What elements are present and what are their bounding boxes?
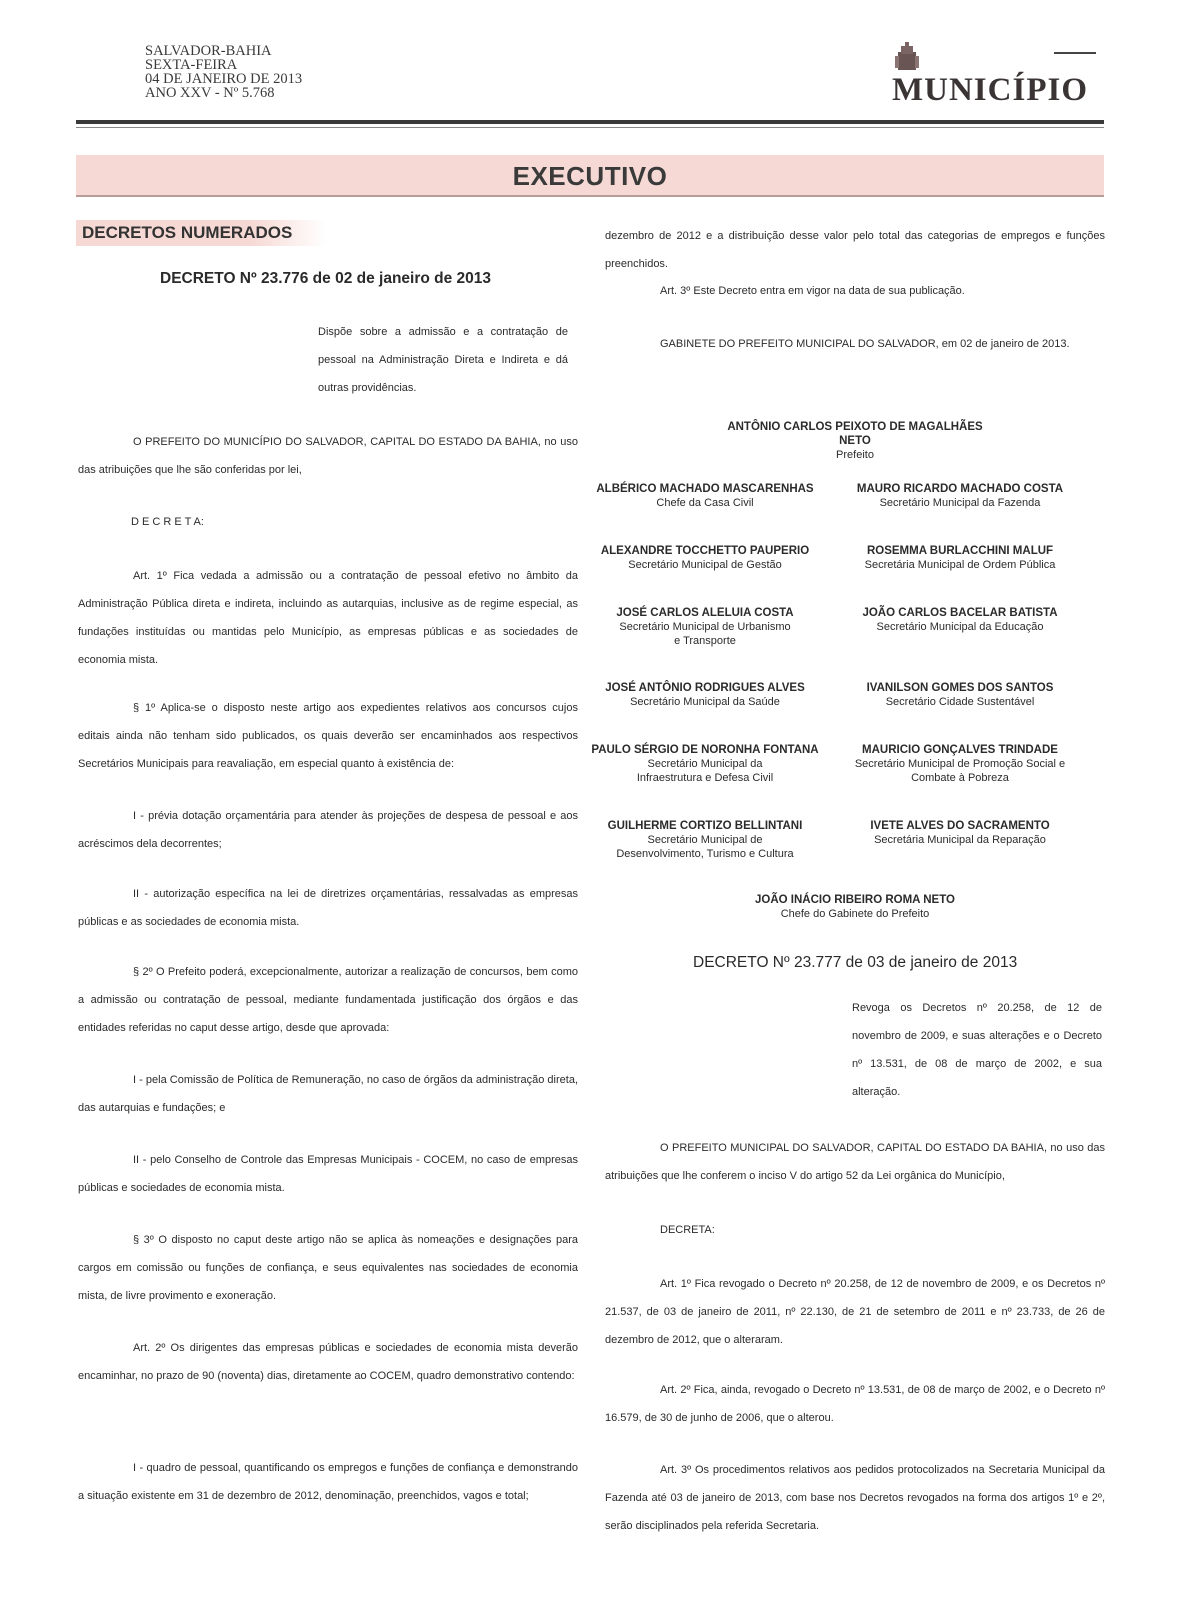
logo-line [1054, 52, 1096, 54]
decree1-art2: Art. 2º Os dirigentes das empresas públicas e sociedades de economia mista deverão encaminhar, no prazo de 90 (noventa) dias, diretamente ao COCEM, quadro demonstrativo contendo: [78, 1342, 578, 1382]
signature-name: JOSÉ ANTÔNIO RODRIGUES ALVES [605, 682, 805, 694]
decree1-continuation: dezembro de 2012 e a distribuição desse valor pelo total das categorias de empregos e funções preenchidos. [605, 230, 1105, 270]
signature-role: Secretário Municipal da Fazenda [879, 497, 1041, 509]
subsection-banner [76, 220, 326, 246]
decree2-art2: Art. 2º Fica, ainda, revogado o Decreto nº 13.531, de 08 de março de 2002, e o Decreto nº 16.579, de 30 de junho de 2006, que o alterou. [605, 1384, 1105, 1424]
signature-name: ALBÉRICO MACHADO MASCARENHAS [596, 483, 814, 495]
signature-role: Secretário Municipal da Educação [876, 621, 1044, 633]
signature-right-2 [830, 544, 1090, 572]
signature-right-1 [830, 482, 1090, 510]
signature-name: ANTÔNIO CARLOS PEIXOTO DE MAGALHÃES NETO [727, 421, 983, 447]
decree1-inc1: I - prévia dotação orçamentária para atender às projeções de despesa de pessoal e aos acréscimos dela decorrentes; [78, 810, 578, 850]
signature-left-2 [575, 544, 835, 572]
decree1-ementa: Dispõe sobre a admissão e a contratação de pessoal na Administração Direta e Indireta e dá outras providências. [318, 326, 568, 394]
decree1-preamble: O PREFEITO DO MUNICÍPIO DO SALVADOR, CAPITAL DO ESTADO DA BAHIA, no uso das atribuições que lhe são conferidas por lei, [78, 436, 578, 476]
signature-left-3 [580, 606, 830, 648]
decree1-inc4: II - pelo Conselho de Controle das Empresas Municipais - COCEM, no caso de empresas públicas e sociedades de economia mista. [78, 1154, 578, 1194]
decree1-gabinete: GABINETE DO PREFEITO MUNICIPAL DO SALVADOR, em 02 de janeiro de 2013. [660, 338, 1070, 350]
decree2-title: DECRETO Nº 23.777 de 03 de janeiro de 2013 [693, 954, 1018, 971]
masthead-info [145, 44, 302, 100]
decree2-preamble: O PREFEITO MUNICIPAL DO SALVADOR, CAPITAL DO ESTADO DA BAHIA, no uso das atribuições que lhe conferem o inciso V do artigo 52 da Lei orgânica do Município, [605, 1142, 1105, 1182]
signature-right-5 [830, 743, 1090, 785]
signature-chief [710, 893, 1000, 921]
signature-role: Chefe da Casa Civil [656, 497, 754, 509]
masthead-city: SALVADOR-BAHIA [145, 43, 272, 59]
signature-left-4 [575, 681, 835, 709]
signature-left-1 [575, 482, 835, 510]
signature-name: ROSEMMA BURLACCHINI MALUF [866, 545, 1054, 557]
signature-name: PAULO SÉRGIO DE NORONHA FONTANA [591, 744, 819, 756]
signature-name: MAURO RICARDO MACHADO COSTA [856, 483, 1064, 495]
decree1-title: DECRETO Nº 23.776 de 02 de janeiro de 2013 [160, 270, 492, 287]
signature-role: Chefe do Gabinete do Prefeito [780, 908, 930, 920]
decree1-inc2: II - autorização específica na lei de diretrizes orçamentárias, ressalvadas as empresas públicas e as sociedades de economia mista. [78, 888, 578, 928]
signature-role: Secretário Municipal de Desenvolvimento, Turismo e Cultura [616, 834, 794, 860]
decree1-par3: § 3º O disposto no caput deste artigo não se aplica às nomeações e designações para cargos em comissão ou funções de confiança, e seus equivalentes nas sociedades de economia mista, de livre provimento e exoneração. [78, 1234, 578, 1302]
signature-right-3 [830, 606, 1090, 634]
masthead-date: 04 DE JANEIRO DE 2013 [145, 71, 303, 87]
masthead-edition: ANO XXV - Nº 5.768 [145, 85, 275, 101]
decree2-art1: Art. 1º Fica revogado o Decreto nº 20.258, de 12 de novembro de 2009, e os Decretos nº 21.537, de 03 de janeiro de 2011, nº 22.130, de 21 de setembro de 2011 e nº 23.733, de 26 de dezembro de 2012, que o alteraram. [605, 1278, 1105, 1346]
decree1-decreta: D E C R E T A: [131, 516, 204, 528]
decree2-art3: Art. 3º Os procedimentos relativos aos pedidos protocolizados na Secretaria Municipal da Fazenda até 03 de janeiro de 2013, com base nos Decretos revogados na forma dos artigos 1º e 2º, serão disciplinados pela referida Secretaria. [605, 1464, 1105, 1532]
signature-role: Secretário Municipal da Saúde [630, 696, 780, 708]
signature-right-4 [830, 681, 1090, 709]
signature-role: Secretário Municipal da Infraestrutura e Defesa Civil [636, 758, 774, 784]
decree1-par1: § 1º Aplica-se o disposto neste artigo aos expedientes relativos aos concursos cujos editais ainda não tenham sido publicados, os quais deverão ser encaminhados aos respectivos Secretários Municipais para reavaliação, em especial quanto à existência de: [78, 702, 578, 770]
header-divider [76, 120, 1104, 124]
signature-name: JOÃO CARLOS BACELAR BATISTA [862, 607, 1058, 619]
decree2-decreta: DECRETA: [660, 1224, 715, 1236]
masthead-weekday: SEXTA-FEIRA [145, 57, 238, 73]
decree1-art3: Art. 3º Este Decreto entra em vigor na data de sua publicação. [660, 285, 965, 297]
signature-name: IVANILSON GOMES DOS SANTOS [866, 682, 1054, 694]
signature-role: Secretária Municipal da Reparação [874, 834, 1046, 846]
signature-name: JOSÉ CARLOS ALELUIA COSTA [616, 607, 794, 619]
signature-name: JOÃO INÁCIO RIBEIRO ROMA NETO [755, 894, 955, 906]
signature-role: Secretária Municipal de Ordem Pública [864, 559, 1056, 571]
signature-name: IVETE ALVES DO SACRAMENTO [870, 820, 1050, 832]
decree1-art1: Art. 1º Fica vedada a admissão ou a contratação de pessoal efetivo no âmbito da Administração Pública direta e indireta, incluindo as autarquias, inclusive as de regime especial, as fundações instituídas ou mantidas pelo Município, as empresas públicas e as sociedades de economia mista. [78, 570, 578, 666]
decree1-inc3: I - pela Comissão de Política de Remuneração, no caso de órgãos da administração direta, das autarquias e fundações; e [78, 1074, 578, 1114]
municipio-logo [892, 42, 1102, 106]
decree2-ementa: Revoga os Decretos nº 20.258, de 12 de novembro de 2009, e suas alterações e o Decreto nº 13.531, de 08 de março de 2002, e sua alteração. [852, 1002, 1102, 1098]
subsection-title: DECRETOS NUMERADOS [82, 223, 293, 242]
logo-wordmark: MUNICÍPIO [892, 72, 1088, 108]
signature-role: Secretário Municipal de Urbanismo e Transporte [619, 621, 791, 647]
signature-role: Prefeito [836, 449, 874, 461]
header-divider-thin [76, 127, 1104, 128]
decree1-inc5: I - quadro de pessoal, quantificando os empregos e funções de confiança e demonstrando a situação existente em 31 de dezembro de 2012, denominação, preenchidos, vagos e total; [78, 1462, 578, 1502]
section-banner [76, 155, 1104, 197]
signature-role: Secretário Cidade Sustentável [885, 696, 1035, 708]
signature-left-5 [575, 743, 835, 785]
section-title: EXECUTIVO [512, 161, 668, 191]
signature-mayor [710, 420, 1000, 462]
signature-role: Secretário Municipal de Promoção Social e Combate à Pobreza [854, 758, 1066, 784]
signature-left-6 [575, 819, 835, 861]
decree1-par2: § 2º O Prefeito poderá, excepcionalmente, autorizar a realização de concursos, bem como a admissão ou contratação de pessoal, mediante fundamentada justificação dos órgãos e das entidades referidas no caput desse artigo, desde que aprovada: [78, 966, 578, 1034]
signature-right-6 [830, 819, 1090, 847]
signature-name: GUILHERME CORTIZO BELLINTANI [607, 820, 803, 832]
signature-name: ALEXANDRE TOCCHETTO PAUPERIO [600, 545, 810, 557]
signature-role: Secretário Municipal de Gestão [628, 559, 782, 571]
signature-name: MAURICIO GONÇALVES TRINDADE [862, 744, 1058, 756]
crest-icon [892, 42, 922, 74]
